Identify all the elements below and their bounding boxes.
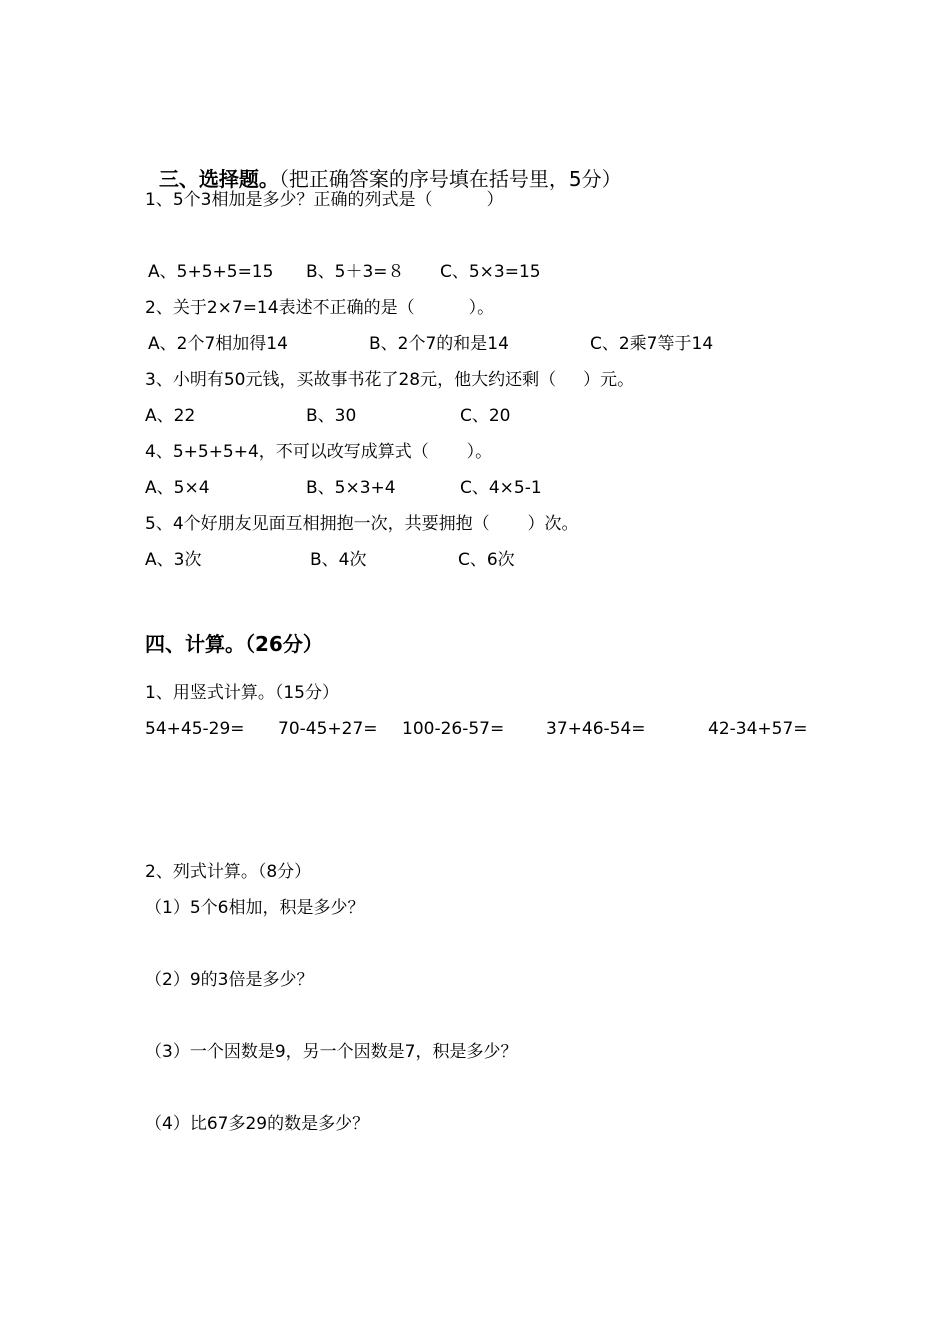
- question-1-option-c: C、5×3=15: [440, 262, 541, 282]
- question-4-option-a: A、5×4: [145, 478, 210, 498]
- question-2: 2、关于2×7=14表述不正确的是（ ）。: [145, 298, 495, 318]
- question-2-option-a: A、2个7相加得14: [148, 334, 288, 354]
- expression-5: 42-34+57=: [708, 719, 808, 739]
- expression-2: 70-45+27=: [278, 719, 378, 739]
- question-5: 5、4个好朋友见面互相拥抱一次，共要拥抱（ ）次。: [145, 514, 579, 534]
- question-4-option-c: C、4×5-1: [460, 478, 542, 498]
- question-4-option-b: B、5×3+4: [306, 478, 396, 498]
- part-1-label: 1、用竖式计算。（15分）: [145, 683, 339, 703]
- question-2-option-c: C、2乘7等于14: [590, 334, 714, 354]
- question-4: 4、5+5+5+4，不可以改写成算式（ ）。: [145, 442, 493, 462]
- question-2-option-b: B、2个7的和是14: [369, 334, 509, 354]
- question-1: 1、5个3相加是多少？正确的列式是（ ）: [145, 190, 504, 210]
- section-4-heading: 四、计算。（26分）: [145, 632, 323, 656]
- expression-3: 100-26-57=: [402, 719, 505, 739]
- question-3: 3、小明有50元钱，买故事书花了28元，他大约还剩（ ）元。: [145, 370, 635, 390]
- expression-1: 54+45-29=: [145, 719, 245, 739]
- word-problem-1: （1）5个6相加，积是多少？: [145, 898, 365, 918]
- word-problem-2: （2）9的3倍是多少？: [145, 970, 314, 990]
- section-3-note: （把正确答案的序号填在括号里，5分）: [278, 167, 622, 191]
- question-3-option-b: B、30: [306, 406, 357, 426]
- question-1-option-b: B、5＋3=８: [306, 262, 405, 282]
- question-1-option-a: A、5+5+5=15: [148, 262, 274, 282]
- question-5-option-a: A、3次: [145, 550, 202, 570]
- word-problem-3: （3）一个因数是9，另一个因数是7，积是多少？: [145, 1042, 518, 1062]
- question-3-option-c: C、20: [460, 406, 511, 426]
- question-5-option-b: B、4次: [310, 550, 367, 570]
- section-3-title: 三、选择题。: [158, 167, 279, 191]
- expression-4: 37+46-54=: [546, 719, 646, 739]
- part-2-label: 2、列式计算。（8分）: [145, 862, 312, 882]
- section-3-heading: [145, 137, 622, 193]
- word-problem-4: （4）比67多29的数是多少？: [145, 1114, 370, 1134]
- question-3-option-a: A、22: [145, 406, 196, 426]
- question-5-option-c: C、6次: [458, 550, 515, 570]
